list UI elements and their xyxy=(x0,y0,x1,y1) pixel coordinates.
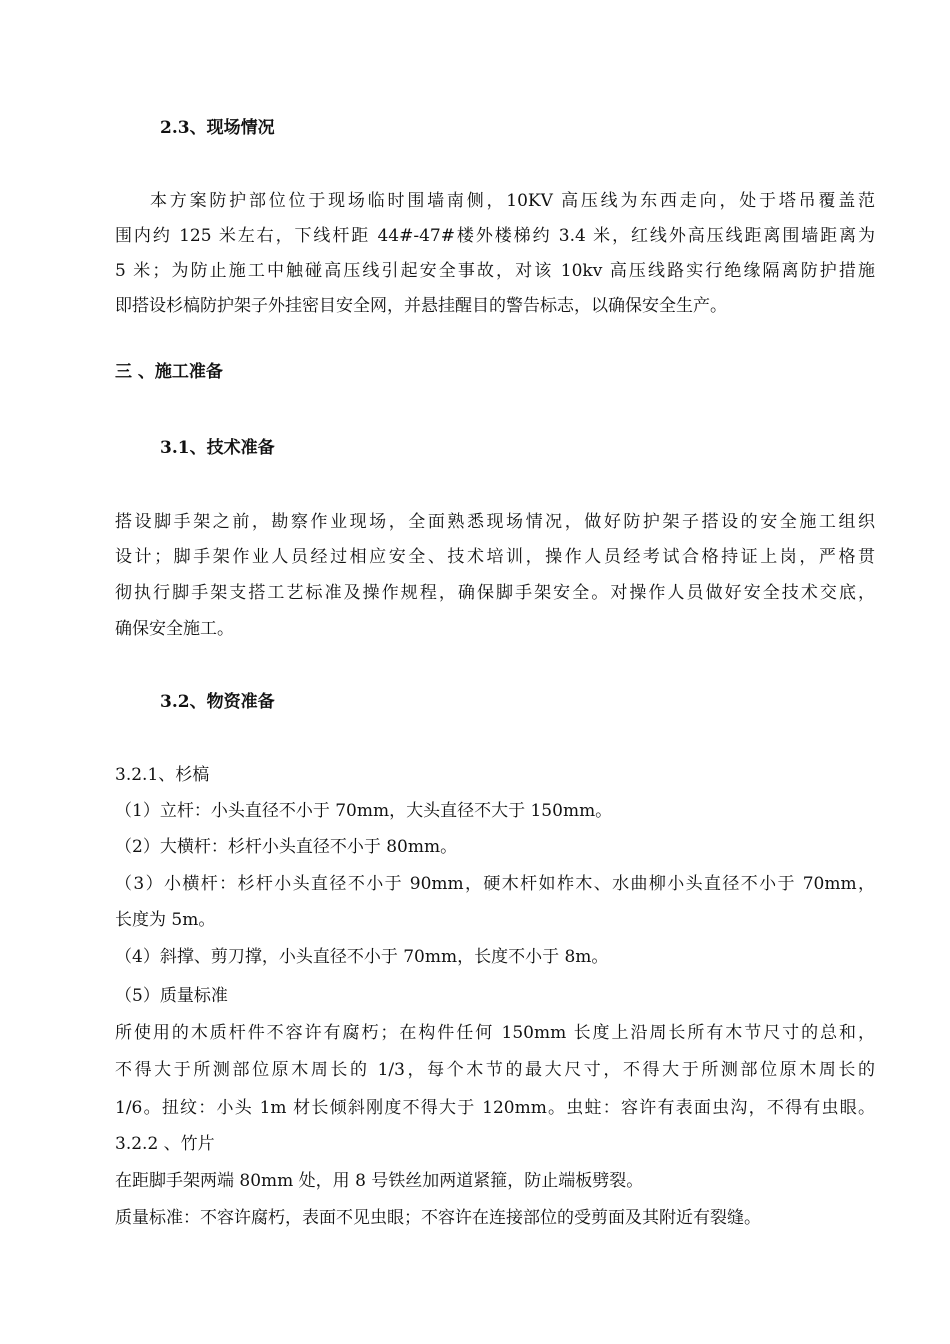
subheading-3-2-1: 3.2.1、杉槁 xyxy=(115,765,210,785)
list-item: （5）质量标准 xyxy=(115,986,228,1006)
paragraph-line: 设计；脚手架作业人员经过相应安全、技术培训，操作人员经考试合格持证上岗，严格贯 xyxy=(115,547,875,567)
heading-2-3: 2.3、现场情况 xyxy=(160,118,275,138)
list-item: （4）斜撑、剪刀撑，小头直径不小于 70mm，长度不小于 8m。 xyxy=(115,947,609,967)
paragraph-line: 搭设脚手架之前，勘察作业现场，全面熟悉现场情况，做好防护架子搭设的安全施工组织 xyxy=(115,512,875,532)
paragraph-line: 即搭设杉槁防护架子外挂密目安全网，并悬挂醒目的警告标志，以确保安全生产。 xyxy=(115,296,727,316)
heading-3: 三 、施工准备 xyxy=(115,362,223,382)
paragraph-line: 本方案防护部位位于现场临时围墙南侧，10KV 高压线为东西走向，处于塔吊覆盖范 xyxy=(150,191,875,211)
paragraph-line: 所使用的木质杆件不容许有腐朽；在构件任何 150mm 长度上沿周长所有木节尺寸的总和， xyxy=(115,1023,875,1043)
list-item: （3）小横杆：杉杆小头直径不小于 90mm，硬木杆如柞木、水曲柳小头直径不小于 70mm， xyxy=(115,874,875,894)
heading-3-1: 3.1、技术准备 xyxy=(160,438,275,458)
paragraph-line: 5 米；为防止施工中触碰高压线引起安全事故，对该 10kv 高压线路实行绝缘隔离防护措施 xyxy=(115,261,875,281)
list-item-continuation: 长度为 5m。 xyxy=(115,910,216,930)
paragraph-line: 质量标准：不容许腐朽，表面不见虫眼；不容许在连接部位的受剪面及其附近有裂缝。 xyxy=(115,1208,761,1228)
list-item: （2）大横杆：杉杆小头直径不小于 80mm。 xyxy=(115,837,458,857)
paragraph-line: 在距脚手架两端 80mm 处，用 8 号铁丝加两道紧箍，防止端板劈裂。 xyxy=(115,1171,644,1191)
heading-3-2: 3.2、物资准备 xyxy=(160,692,275,712)
subheading-3-2-2: 3.2.2 、竹片 xyxy=(115,1134,215,1154)
paragraph-line: 围内约 125 米左右，下线杆距 44#-47#楼外楼梯约 3.4 米，红线外高压线距离围墙距离为 xyxy=(115,226,875,246)
paragraph-line: 不得大于所测部位原木周长的 1/3，每个木节的最大尺寸，不得大于所测部位原木周长的 xyxy=(115,1060,875,1080)
paragraph-line: 彻执行脚手架支搭工艺标准及操作规程，确保脚手架安全。对操作人员做好安全技术交底， xyxy=(115,583,875,603)
paragraph-line: 1/6。扭纹：小头 1m 材长倾斜刚度不得大于 120mm。虫蛀：容许有表面虫沟，不得有虫眼。 xyxy=(115,1098,875,1118)
paragraph-line: 确保安全施工。 xyxy=(115,619,234,639)
list-item: （1）立杆：小头直径不小于 70mm，大头直径不大于 150mm。 xyxy=(115,801,613,821)
